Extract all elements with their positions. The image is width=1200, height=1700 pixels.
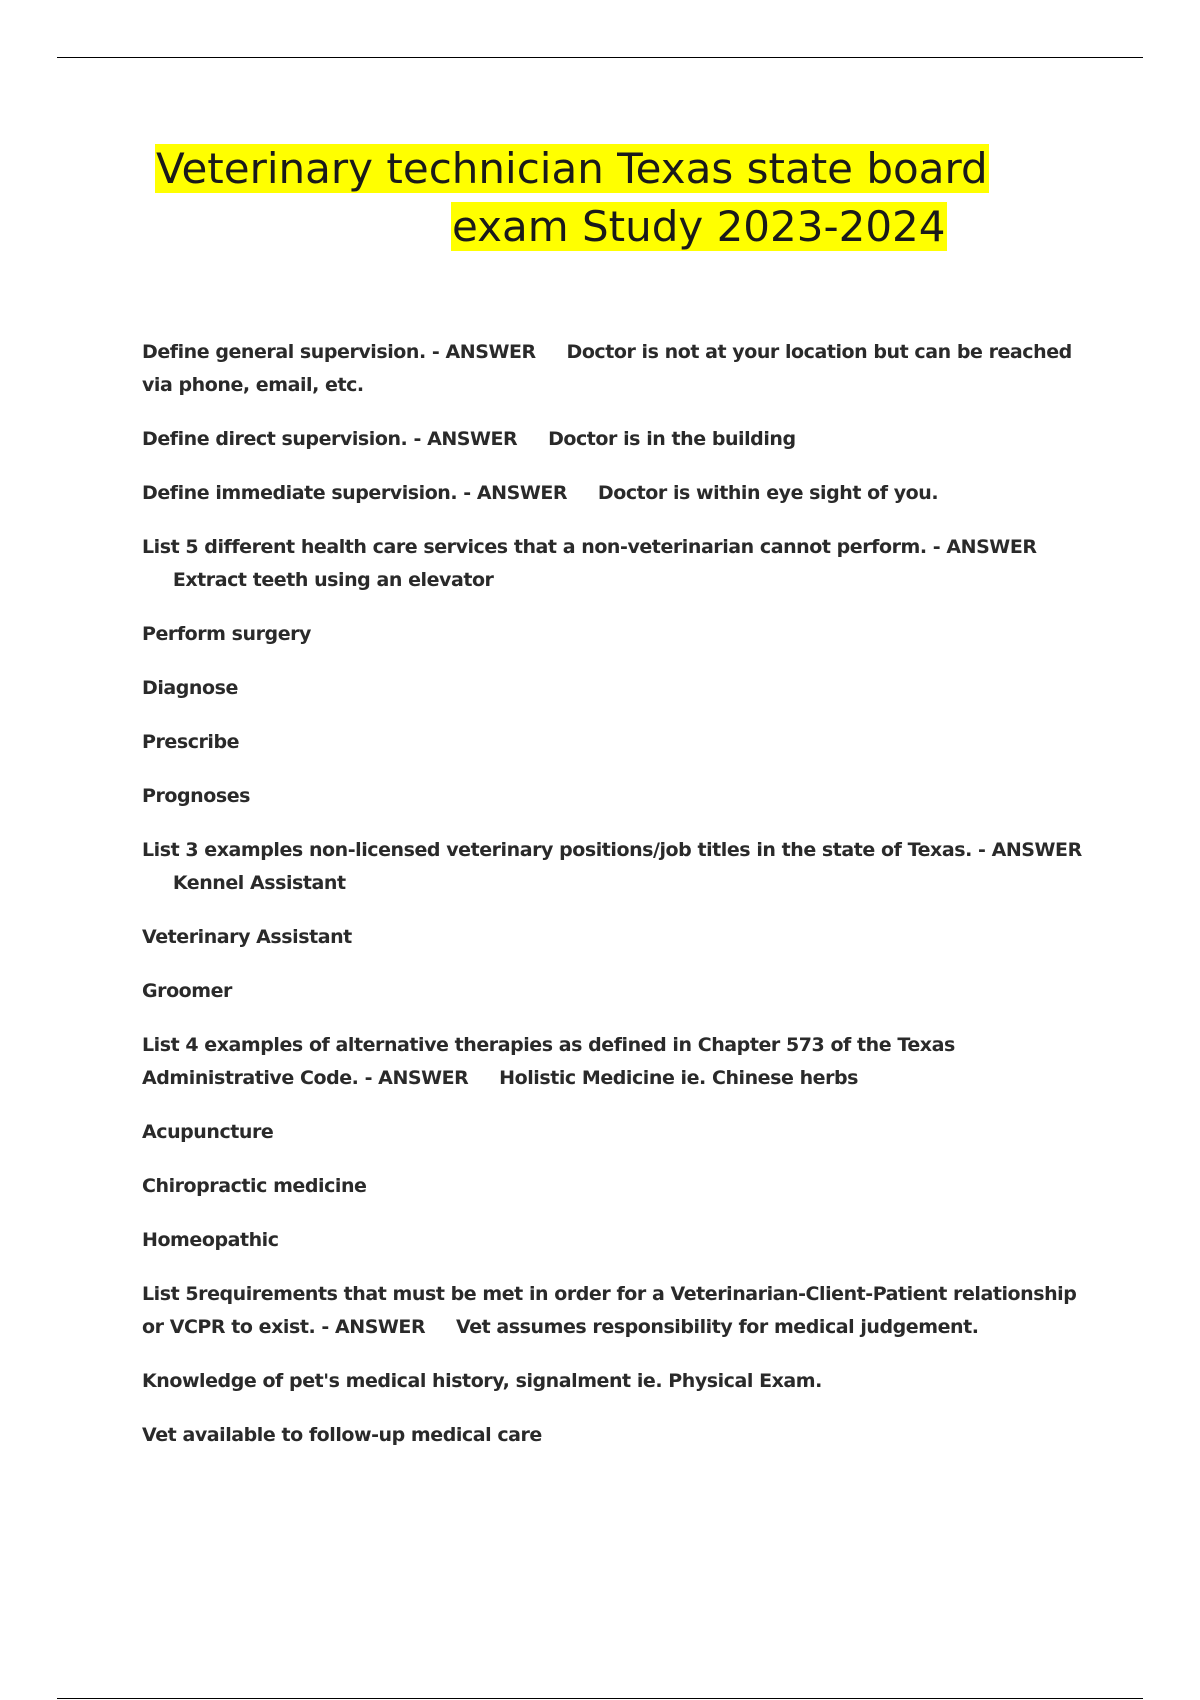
question-text: List 3 examples non-licensed veterinary positions/job titles in the state of Texas. - ANSWER: [142, 839, 1082, 861]
answer-text: Holistic Medicine ie. Chinese herbs: [499, 1067, 859, 1089]
answer-text: Diagnose: [142, 677, 238, 699]
answer-text: Veterinary Assistant: [142, 926, 352, 948]
answer-text: Doctor is within eye sight of you.: [597, 482, 939, 504]
title-line-1: Veterinary technician Texas state board: [156, 144, 988, 193]
qa-paragraph: [142, 780, 1092, 813]
qa-paragraph: [142, 921, 1092, 954]
qa-paragraph: [142, 336, 1092, 402]
question-text: Define immediate supervision. - ANSWER: [142, 482, 568, 504]
answer-text: Perform surgery: [142, 623, 311, 645]
qa-paragraph: [142, 1116, 1092, 1149]
qa-paragraph: [142, 1170, 1092, 1203]
answer-text: Vet available to follow-up medical care: [142, 1424, 542, 1446]
title-line-2: exam Study 2023-2024: [452, 202, 946, 251]
document-title: [155, 140, 1055, 256]
answer-text: Prescribe: [142, 731, 240, 753]
answer-text: Chiropractic medicine: [142, 1175, 367, 1197]
answer-text: Prognoses: [142, 785, 250, 807]
answer-text: Groomer: [142, 980, 232, 1002]
qa-paragraph: [142, 1029, 1092, 1095]
qa-paragraph: [142, 726, 1092, 759]
answer-text: Acupuncture: [142, 1121, 274, 1143]
question-text: List 5requirements that must be met in order for a Veterinarian-Client-Patient relationship or VCPR to exist. - ANSWER: [142, 1283, 1077, 1338]
qa-paragraph: [142, 423, 1092, 456]
qa-paragraph: [142, 1278, 1092, 1344]
top-rule: [57, 57, 1143, 58]
answer-text: Kennel Assistant: [172, 872, 346, 894]
answer-text: Homeopathic: [142, 1229, 279, 1251]
qa-paragraph: [142, 834, 1092, 900]
answer-text: Extract teeth using an elevator: [172, 569, 494, 591]
qa-paragraph: [142, 975, 1092, 1008]
qa-paragraph: [142, 1419, 1092, 1452]
question-text: List 4 examples of alternative therapies as defined in Chapter 573 of the Texas Administrative Code. - ANSWER: [142, 1034, 955, 1089]
qa-paragraph: [142, 1365, 1092, 1398]
answer-text: Knowledge of pet's medical history, signalment ie. Physical Exam.: [142, 1370, 822, 1392]
qa-content: [142, 336, 1092, 1473]
answer-text: Vet assumes responsibility for medical judgement.: [455, 1316, 979, 1338]
qa-paragraph: [142, 672, 1092, 705]
answer-text: Doctor is not at your location but can be reached via phone, email, etc.: [142, 341, 1072, 396]
qa-paragraph: [142, 477, 1092, 510]
qa-paragraph: [142, 618, 1092, 651]
question-text: Define direct supervision. - ANSWER: [142, 428, 518, 450]
bottom-rule: [57, 1698, 1143, 1699]
question-text: List 5 different health care services that a non-veterinarian cannot perform. - ANSWER: [142, 536, 1037, 558]
qa-paragraph: [142, 1224, 1092, 1257]
answer-text: Doctor is in the building: [548, 428, 796, 450]
question-text: Define general supervision. - ANSWER: [142, 341, 536, 363]
qa-paragraph: [142, 531, 1092, 597]
